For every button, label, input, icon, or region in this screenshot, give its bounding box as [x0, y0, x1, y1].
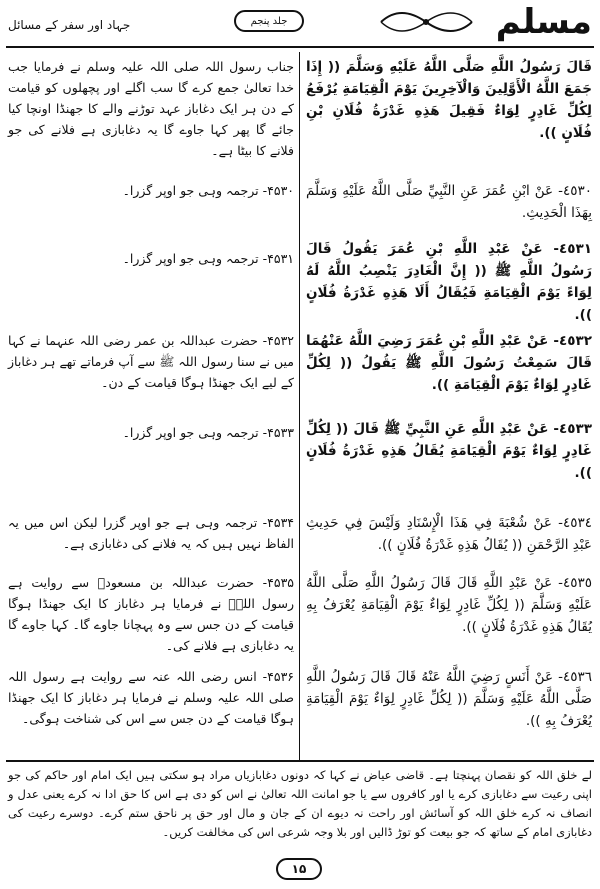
book-title: مسلم: [495, 2, 592, 42]
translation-4536: ۴۵۳۶- انس رضی اللہ عنہ سے روایت ہے رسول اللہ صلی اللہ علیہ وسلم نے فرمایا ہر دغاباز کا ایک جھنڈا ہوگا قیامت کے دن جس سے اس کی شناخت ہوگی۔: [8, 669, 294, 726]
urdu-intro: جناب رسول اللہ صلی اللہ علیہ وسلم نے فرمایا جب خدا تعالیٰ جمع کرے گا سب اگلے اور پچھلوں کو قیامت کے دن ہر ایک دغاباز عہد توڑنے والے کا جھنڈا اونچا کیا جائے گا پھر کہا جاوے گا یہ دغابازی ہے فلانے کی جو فلانے کا بیٹا ہے۔: [8, 59, 294, 158]
hadith-4535-arabic: ٤٥٣٥- عَنْ عَبْدِ اللَّهِ قَالَ قَالَ رَسُولُ اللَّهِ صَلَّى اللَّهُ عَلَيْهِ وَسَلَّمَ (( لِكُلِّ غَادِرٍ لِوَاءٌ يَوْمَ الْقِيَامَةِ يُعْرَفُ بِهِ يُقَالُ هَذِهِ غَدْرَةُ فُلَانٍ )).: [306, 575, 592, 635]
hadith-4531-arabic: ٤٥٣١- عَنْ عَبْدِ اللَّهِ بْنِ عُمَرَ يَقُولُ قَالَ رَسُولُ اللَّهِ ﷺ (( إِنَّ الْغَادِرَ يَنْصِبُ اللَّهُ لَهُ لِوَاءً يَوْمَ الْقِيَامَةِ فَيُقَالُ أَلَا هَذِهِ غَدْرَةُ فُلَانٍ )).: [306, 241, 592, 323]
translation-4534: ۴۵۳۴- ترجمہ وہی ہے جو اوپر گزرا لیکن اس میں یہ الفاظ نہیں ہیں کہ یہ فلانے کی دغابازی ہے۔: [8, 515, 294, 551]
hadith-4532-arabic: ٤٥٣٢- عَنْ عَبْدِ اللَّهِ بْنِ عُمَرَ رَضِيَ اللَّهُ عَنْهُمَا قَالَ سَمِعْتُ رَسُولَ اللَّهِ ﷺ يَقُولُ (( لِكُلِّ غَادِرٍ لِوَاءٌ يَوْمَ الْقِيَامَةِ )).: [306, 333, 592, 393]
arabic-intro: قَالَ رَسُولُ اللَّهِ صَلَّى اللَّهُ عَلَيْهِ وَسَلَّمَ (( إِذَا جَمَعَ اللَّهُ الْأَوَّلِينَ وَالْآخِرِينَ يَوْمَ الْقِيَامَةِ يُرْفَعُ لِكُلِّ غَادِرٍ لِوَاءٌ فَقِيلَ هَذِهِ غَدْرَةُ فُلَانِ بْنِ فُلَانٍ )).: [306, 59, 592, 141]
volume-badge: جلد پنجم: [234, 10, 304, 32]
translation-4530: ۴۵۳۰- ترجمہ وہی جو اوپر گزرا۔: [122, 183, 294, 198]
footnote: لے خلق اللہ کو نقصان پہنچتا ہے۔ قاضی عیاض نے کہا کہ دونوں دغابازیاں مراد ہو سکتی ہیں ایک امام اور حاکم کی جو اپنی رعیت سے دغابازی کرے یا اور کافروں سے یا جو امانت اللہ تعالیٰ نے اس کو دی ہے اس کا حق ادا نہ کرے یعنی عدل و انصاف نہ کرے خلق اللہ کو آسائش اور راحت نہ دیوے ان کے جان و مال اور حق پر ناحق ستم کرے۔ دوسرے رعیت کی دغابازی امام کے ساتھ کہ جو بیعت کو توڑ ڈالیں اور بلا وجہ شرعی اس کی مخالفت کریں۔: [8, 768, 592, 839]
page-body: [6, 52, 594, 760]
section-title: جہاد اور سفر کے مسائل: [8, 18, 131, 32]
page-header: [6, 4, 594, 48]
footnote-divider: [6, 760, 594, 762]
page-number: ۱۵: [276, 858, 322, 880]
hadith-4530-arabic: ٤٥٣٠- عَنْ ابْنِ عُمَرَ عَنِ النَّبِيِّ صَلَّى اللَّهُ عَلَيْهِ وَسَلَّمَ بِهَذَا الْحَدِيثِ.: [306, 183, 592, 221]
translation-4535: ۴۵۳۵- حضرت عبداللہ بن مسعودؓ سے روایت ہے رسول اللہؐ نے فرمایا ہر دغاباز کا ایک جھنڈا ہوگا قیامت کے دن جس سے وہ پہچانا جاوے گا۔ کہا جاوے گا یہ دغابازی ہے فلانے کی۔: [8, 575, 294, 653]
column-divider: [299, 52, 300, 760]
urdu-column: [8, 52, 294, 760]
hadith-4533-arabic: ٤٥٣٣- عَنْ عَبْدِ اللَّهِ عَنِ النَّبِيِّ ﷺ قَالَ (( لِكُلِّ غَادِرٍ لِوَاءٌ يَوْمَ الْقِيَامَةِ يُقَالُ هَذِهِ غَدْرَةُ فُلَانٍ )).: [306, 421, 592, 481]
ornament-icon: [379, 8, 474, 36]
translation-4533: ۴۵۳۳- ترجمہ وہی جو اوپر گزرا۔: [122, 425, 294, 440]
translation-4532: ۴۵۳۲- حضرت عبداللہ بن عمر رضی اللہ عنہما نے کہا میں نے سنا رسول اللہ ﷺ سے آپ فرماتے تھے ہر دغاباز کے لیے ایک جھنڈا ہوگا قیامت کے دن۔: [8, 333, 294, 390]
hadith-4536-arabic: ٤٥٣٦- عَنْ أَنَسٍ رَضِيَ اللَّهُ عَنْهُ قَالَ قَالَ رَسُولُ اللَّهِ صَلَّى اللَّهُ عَلَيْهِ وَسَلَّمَ (( لِكُلِّ غَادِرٍ لِوَاءٌ يَوْمَ الْقِيَامَةِ يُعْرَفُ بِهِ )).: [306, 669, 592, 729]
arabic-column: [306, 52, 592, 760]
hadith-4534-arabic: ٤٥٣٤- عَنْ شُعْبَةَ فِي هَذَا الْإِسْنَادِ وَلَيْسَ فِي حَدِيثِ عَبْدِ الرَّحْمَنِ (( يُقَالُ هَذِهِ غَدْرَةُ فُلَانٍ )).: [306, 515, 592, 553]
translation-4531: ۴۵۳۱- ترجمہ وہی جو اوپر گزرا۔: [122, 251, 294, 266]
